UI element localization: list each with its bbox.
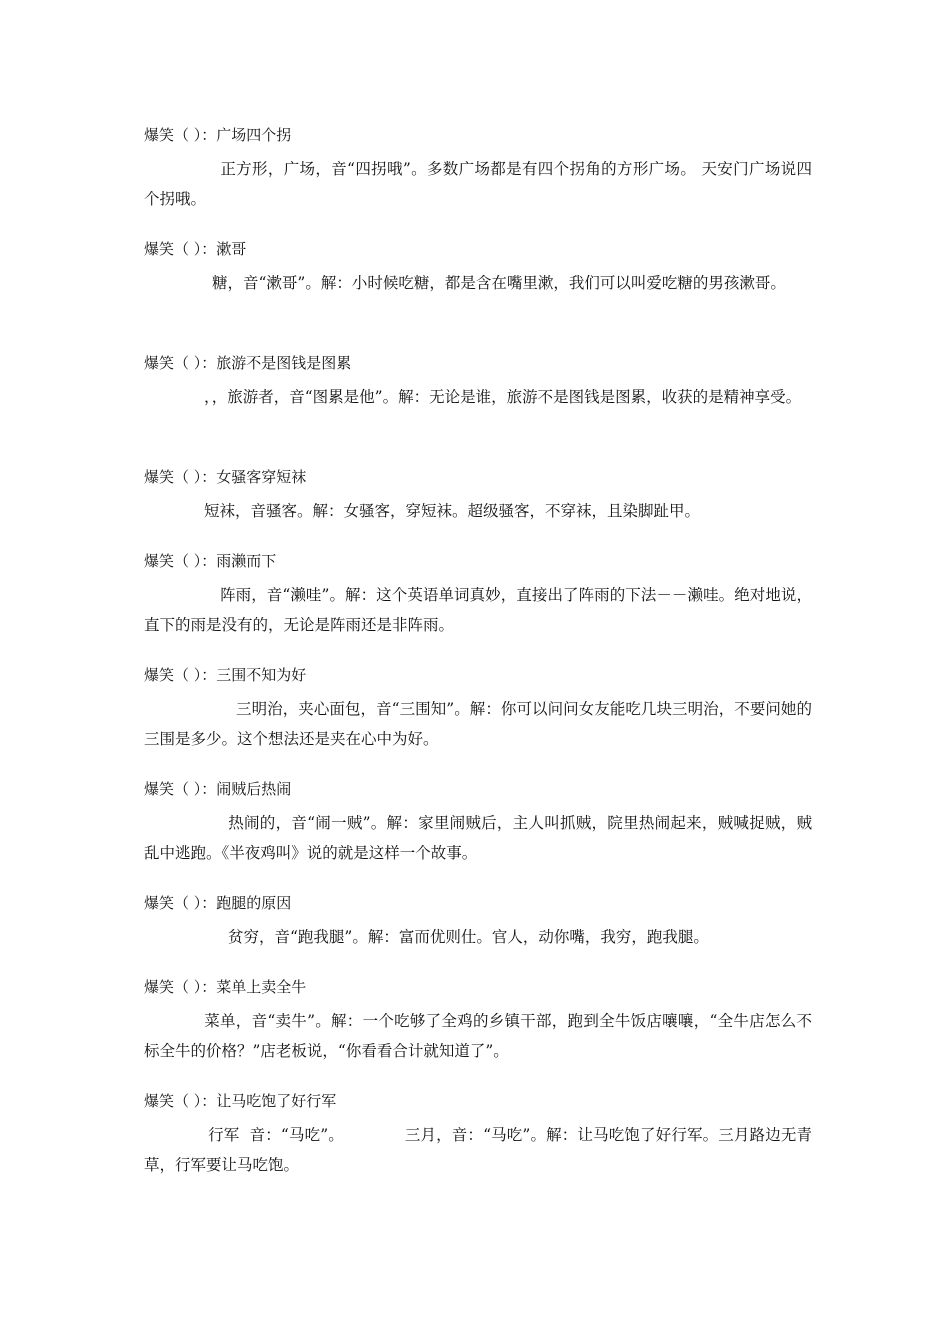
entry-body <box>144 808 812 868</box>
entry-heading: 爆笑（ ）：菜单上卖全牛 <box>144 978 307 996</box>
entry-body-text: 正方形，广场，音“四拐哦”。多数广场都是有四个拐角的方形广场。 天安门广场说四个拐哦。 <box>144 160 812 208</box>
entry-9 <box>144 976 812 1066</box>
entry-body <box>144 496 812 526</box>
entry-5 <box>144 550 812 640</box>
entry-7 <box>144 778 812 868</box>
entry-body <box>144 1120 812 1180</box>
entry-body-text: ，，旅游者，音“图累是他”。解：无论是谁，旅游不是图钱是图累，收获的是精神享受。 <box>204 388 802 406</box>
entry-body-text: 短袜，音骚客。解：女骚客，穿短袜。超级骚客，不穿袜，且染脚趾甲。 <box>204 502 701 520</box>
entry-body-text: 贫穷，音“跑我腿”。解：富而优则仕。官人，动你嘴，我穷，跑我腿。 <box>228 928 709 946</box>
entry-body <box>144 382 812 412</box>
entry-heading: 爆笑（ ）：让马吃饱了好行军 <box>144 1092 337 1110</box>
entry-8 <box>144 892 812 952</box>
entry-heading: 爆笑（ ）：广场四个拐 <box>144 126 292 144</box>
entry-10 <box>144 1090 812 1180</box>
entry-4 <box>144 466 812 526</box>
entry-heading: 爆笑（ ）：跑腿的原因 <box>144 894 292 912</box>
entry-body <box>144 694 812 754</box>
entry-heading: 爆笑（ ）：雨濑而下 <box>144 552 277 570</box>
entry-heading: 爆笑（ ）：旅游不是图钱是图累 <box>144 354 352 372</box>
entry-1 <box>144 124 812 214</box>
entry-heading: 爆笑（ ）：闹贼后热闹 <box>144 780 292 798</box>
entry-6 <box>144 664 812 754</box>
entry-body-text: 糖，音“漱哥”。解：小时候吃糖，都是含在嘴里漱，我们可以叫爱吃糖的男孩漱哥。 <box>212 274 786 292</box>
entry-body-text: 三明治，夹心面包，音“三围知”。解：你可以问问女友能吃几块三明治，不要问她的三围是多少。这个想法还是夹在心中为好。 <box>144 700 812 748</box>
entry-heading: 爆笑（ ）：三围不知为好 <box>144 666 307 684</box>
entry-body <box>144 154 812 214</box>
entry-body <box>144 268 812 298</box>
entry-body-text: 热闹的，音“闹一贼”。解：家里闹贼后，主人叫抓贼，院里热闹起来，贼喊捉贼，贼乱中逃跑。《半夜鸡叫》说的就是这样一个故事。 <box>144 814 812 862</box>
entry-body-text: 菜单，音“卖牛”。解：一个吃够了全鸡的乡镇干部，跑到全牛饭店嚷嚷，“全牛店怎么不标全牛的价格？”店老板说，“你看看合计就知道了”。 <box>144 1012 812 1060</box>
entry-3 <box>144 352 812 412</box>
entry-heading: 爆笑（ ）：女骚客穿短袜 <box>144 468 307 486</box>
entry-body <box>144 922 812 952</box>
entry-body-text: 阵雨，音“濑哇”。解：这个英语单词真妙，直接出了阵雨的下法－－濑哇。绝对地说，直下的雨是没有的，无论是阵雨还是非阵雨。 <box>144 586 812 634</box>
entry-body <box>144 1006 812 1066</box>
entry-2 <box>144 238 812 298</box>
entry-body <box>144 580 812 640</box>
entry-heading: 爆笑（ ）：漱哥 <box>144 240 247 258</box>
entry-body-text: 行军 音：“马吃”。 三月，音：“马吃”。解：让马吃饱了好行军。三月路边无青草，行军要让马吃饱。 <box>144 1126 812 1174</box>
